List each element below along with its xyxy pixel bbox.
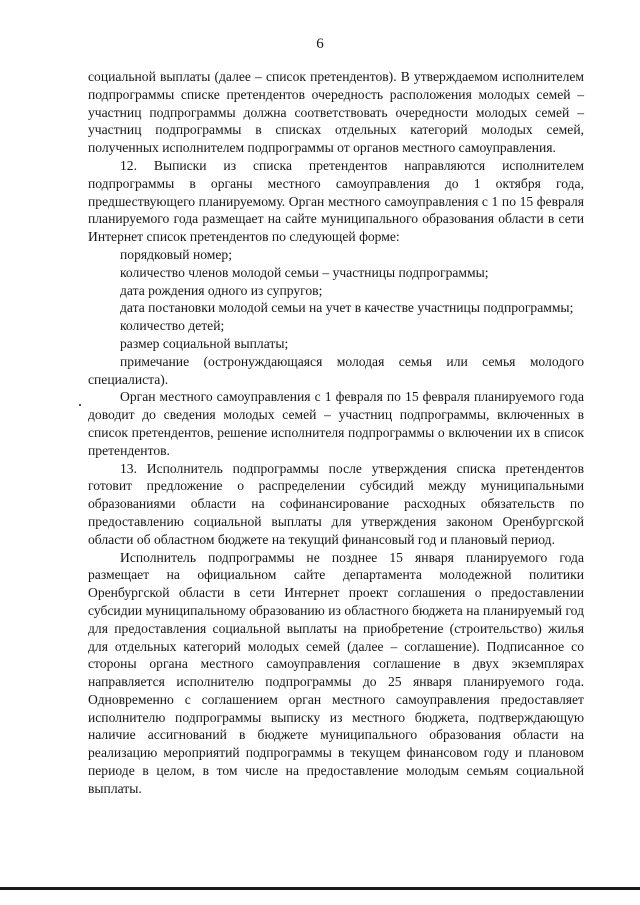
form-item-children: количество детей; <box>120 318 225 334</box>
form-item-family-members: количество членов молодой семьи – участницы подпрограммы; <box>120 264 489 280</box>
document-body <box>88 68 584 798</box>
scan-speck <box>79 404 81 406</box>
form-item-birth-date: дата рождения одного из супругов; <box>120 282 323 298</box>
paragraph-agreement: Исполнитель подпрограммы не позднее 15 января планируемого года размещает на официальном сайте департамента молодежной политики Оренбургской области в сети Интернет проект соглашения о предоставлении субсидии муниципальному образованию из областного бюджета на планируемый год для предоставления социальной выплаты на приобретение (строительство) жилья для отдельных категорий молодых семей (далее – соглашение). Подписанное со стороны органа местного самоуправления соглашение в двух экземплярах направляется исполнителю подпрограммы до 25 января планируемого года. Одновременно с соглашением орган местного самоуправления предоставляет исполнителю подпрограммы выписку из местного бюджета, подтверждающую наличие ассигнований в бюджете муниципального образования области на реализацию мероприятий подпрограммы в текущем финансовом году и плановом периоде в целом, в том числе на предоставление молодым семьям социальной выплаты. <box>88 549 584 796</box>
form-item-note: примечание (остронуждающаяся молодая семья или семья молодого специалиста). <box>88 353 584 387</box>
form-item-registration-date: дата постановки молодой семьи на учет в качестве участницы подпрограммы; <box>120 300 574 316</box>
paragraph-notification: Орган местного самоуправления с 1 февраля по 15 февраля планируемого года доводит до сведения молодых семей – участниц подпрограммы, включенных в список претендентов, решение исполнителя подпрограммы о включении их в список претендентов. <box>88 389 584 458</box>
paragraph-list-order: социальной выплаты (далее – список претендентов). В утверждаемом исполнителем подпрограммы списке претендентов очередность расположения молодых семей – участниц подпрограммы должна соответствовать очередности молодых семей – участниц подпрограммы в списках отдельных категорий молодых семей, полученных исполнителем подпрограммы от органов местного самоуправления. <box>88 69 584 156</box>
page-number: 6 <box>316 36 324 52</box>
paragraph-section-12: 12. Выписки из списка претендентов направляются исполнителем подпрограммы в органы местного самоуправления до 1 октября года, предшествующего планируемому. Орган местного самоуправления с 1 по 15 февраля планируемого года размещает на сайте муниципального образования области в сети Интернет список претендентов по следующей форме: <box>88 157 584 245</box>
bottom-rule <box>0 887 640 890</box>
paragraph-section-13: 13. Исполнитель подпрограммы после утверждения списка претендентов готовит предложение о распределении субсидий между муниципальными образованиями области на софинансирование расходных обязательств по предоставлению социальной выплаты для утверждения законом Оренбургской области об областном бюджете на текущий финансовый год и плановый период. <box>88 460 584 547</box>
form-item-payment-size: размер социальной выплаты; <box>120 335 289 351</box>
form-item-number: порядковый номер; <box>120 246 232 262</box>
